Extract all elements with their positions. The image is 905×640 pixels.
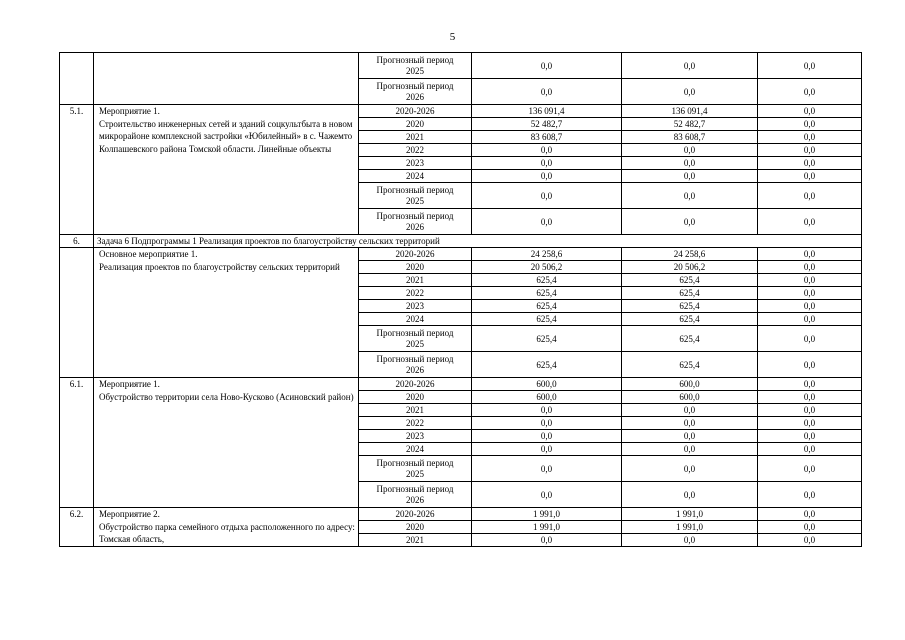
value-total: 1 991,0: [472, 521, 622, 534]
value-total: 136 091,4: [472, 105, 622, 118]
value-local: 0,0: [758, 443, 862, 456]
value-local: 0,0: [758, 404, 862, 417]
value-total: 0,0: [472, 443, 622, 456]
value-regional: 136 091,4: [622, 105, 758, 118]
period-cell: 2020-2026: [359, 248, 472, 261]
value-regional: 600,0: [622, 378, 758, 391]
value-regional: 0,0: [622, 170, 758, 183]
value-total: 625,4: [472, 326, 622, 352]
value-regional: 625,4: [622, 287, 758, 300]
value-total: 0,0: [472, 170, 622, 183]
value-regional: 0,0: [622, 417, 758, 430]
period-cell: 2024: [359, 170, 472, 183]
value-regional: 0,0: [622, 534, 758, 547]
task-title: Задача 6 Подпрограммы 1 Реализация проектов по благоустройству сельских территорий: [94, 235, 862, 248]
period-cell: 2024: [359, 443, 472, 456]
activity-name: Основное мероприятие 1. Реализация проектов по благоустройству сельских территорий: [94, 248, 359, 378]
value-regional: 625,4: [622, 352, 758, 378]
row-number: 6.1.: [60, 378, 94, 508]
period-cell: 2020: [359, 261, 472, 274]
value-total: 0,0: [472, 482, 622, 508]
value-local: 0,0: [758, 183, 862, 209]
value-local: 0,0: [758, 417, 862, 430]
period-cell: 2022: [359, 144, 472, 157]
value-total: 0,0: [472, 430, 622, 443]
value-regional: 0,0: [622, 79, 758, 105]
value-total: 0,0: [472, 534, 622, 547]
period-cell: 2021: [359, 274, 472, 287]
table-row: [60, 248, 862, 261]
period-cell: 2023: [359, 430, 472, 443]
value-regional: 0,0: [622, 456, 758, 482]
value-total: 52 482,7: [472, 118, 622, 131]
value-total: 1 991,0: [472, 508, 622, 521]
table-row: [60, 53, 862, 79]
value-total: 24 258,6: [472, 248, 622, 261]
period-cell: 2021: [359, 534, 472, 547]
value-total: 625,4: [472, 287, 622, 300]
value-total: 83 608,7: [472, 131, 622, 144]
value-regional: 0,0: [622, 430, 758, 443]
period-cell: Прогнозный период 2026: [359, 482, 472, 508]
value-regional: 600,0: [622, 391, 758, 404]
row-number: [60, 248, 94, 378]
period-cell: 2020-2026: [359, 508, 472, 521]
value-local: 0,0: [758, 326, 862, 352]
value-local: 0,0: [758, 157, 862, 170]
period-cell: 2020-2026: [359, 378, 472, 391]
value-local: 0,0: [758, 79, 862, 105]
value-regional: 20 506,2: [622, 261, 758, 274]
value-regional: 52 482,7: [622, 118, 758, 131]
value-regional: 1 991,0: [622, 521, 758, 534]
table-row: [60, 508, 862, 521]
value-regional: 625,4: [622, 326, 758, 352]
value-local: 0,0: [758, 144, 862, 157]
period-cell: Прогнозный период 2026: [359, 352, 472, 378]
value-local: 0,0: [758, 391, 862, 404]
period-cell: 2023: [359, 300, 472, 313]
page-number: 5: [449, 31, 456, 43]
row-number: 6.: [60, 235, 94, 248]
value-local: 0,0: [758, 261, 862, 274]
period-cell: 2020-2026: [359, 105, 472, 118]
period-cell: Прогнозный период 2026: [359, 79, 472, 105]
value-regional: 0,0: [622, 209, 758, 235]
value-regional: 24 258,6: [622, 248, 758, 261]
value-local: 0,0: [758, 131, 862, 144]
value-local: 0,0: [758, 105, 862, 118]
value-local: 0,0: [758, 248, 862, 261]
value-total: 0,0: [472, 209, 622, 235]
period-cell: Прогнозный период 2025: [359, 326, 472, 352]
value-total: 625,4: [472, 313, 622, 326]
value-total: 625,4: [472, 352, 622, 378]
value-total: 600,0: [472, 391, 622, 404]
period-cell: Прогнозный период 2025: [359, 183, 472, 209]
value-regional: 1 991,0: [622, 508, 758, 521]
value-local: 0,0: [758, 430, 862, 443]
value-local: 0,0: [758, 274, 862, 287]
value-local: 0,0: [758, 508, 862, 521]
period-cell: 2021: [359, 404, 472, 417]
activity-name: Мероприятие 1. Строительство инженерных сетей и зданий соцкультбыта в новом микрорайоне комплексной застройки «Юбилейный» в с. Чажемто Колпашевского района Томской области. Линейные объекты: [94, 105, 359, 235]
budget-table: [59, 52, 862, 547]
period-cell: Прогнозный период 2025: [359, 53, 472, 79]
value-local: 0,0: [758, 300, 862, 313]
value-total: 0,0: [472, 157, 622, 170]
value-total: 0,0: [472, 417, 622, 430]
value-total: 625,4: [472, 274, 622, 287]
value-local: 0,0: [758, 456, 862, 482]
value-total: 0,0: [472, 183, 622, 209]
value-regional: 0,0: [622, 183, 758, 209]
value-regional: 625,4: [622, 300, 758, 313]
period-cell: Прогнозный период 2025: [359, 456, 472, 482]
value-total: 0,0: [472, 53, 622, 79]
value-local: 0,0: [758, 313, 862, 326]
value-local: 0,0: [758, 521, 862, 534]
value-total: 625,4: [472, 300, 622, 313]
value-regional: 0,0: [622, 53, 758, 79]
period-cell: 2022: [359, 287, 472, 300]
value-total: 600,0: [472, 378, 622, 391]
period-cell: 2021: [359, 131, 472, 144]
value-local: 0,0: [758, 482, 862, 508]
value-total: 0,0: [472, 404, 622, 417]
value-local: 0,0: [758, 209, 862, 235]
value-total: 0,0: [472, 456, 622, 482]
period-cell: Прогнозный период 2026: [359, 209, 472, 235]
value-total: 20 506,2: [472, 261, 622, 274]
activity-name: Мероприятие 1. Обустройство территории села Ново-Кусково (Асиновский район): [94, 378, 359, 508]
value-regional: 83 608,7: [622, 131, 758, 144]
row-number: [60, 53, 94, 105]
period-cell: 2020: [359, 118, 472, 131]
value-local: 0,0: [758, 378, 862, 391]
table-row: [60, 105, 862, 118]
value-regional: 0,0: [622, 404, 758, 417]
row-number: 6.2.: [60, 508, 94, 547]
value-regional: 0,0: [622, 482, 758, 508]
value-local: 0,0: [758, 352, 862, 378]
value-local: 0,0: [758, 170, 862, 183]
value-local: 0,0: [758, 118, 862, 131]
value-total: 0,0: [472, 79, 622, 105]
period-cell: 2024: [359, 313, 472, 326]
value-regional: 625,4: [622, 313, 758, 326]
value-total: 0,0: [472, 144, 622, 157]
period-cell: 2023: [359, 157, 472, 170]
value-regional: 0,0: [622, 157, 758, 170]
period-cell: 2020: [359, 521, 472, 534]
row-number: 5.1.: [60, 105, 94, 235]
value-local: 0,0: [758, 534, 862, 547]
period-cell: 2020: [359, 391, 472, 404]
period-cell: 2022: [359, 417, 472, 430]
value-regional: 0,0: [622, 144, 758, 157]
table-row: [60, 378, 862, 391]
value-regional: 0,0: [622, 443, 758, 456]
value-local: 0,0: [758, 287, 862, 300]
activity-name: Мероприятие 2. Обустройство парка семейного отдыха расположенного по адресу: Томская область,: [94, 508, 359, 547]
activity-name: [94, 53, 359, 105]
value-regional: 625,4: [622, 274, 758, 287]
task-row: [60, 235, 862, 248]
value-local: 0,0: [758, 53, 862, 79]
